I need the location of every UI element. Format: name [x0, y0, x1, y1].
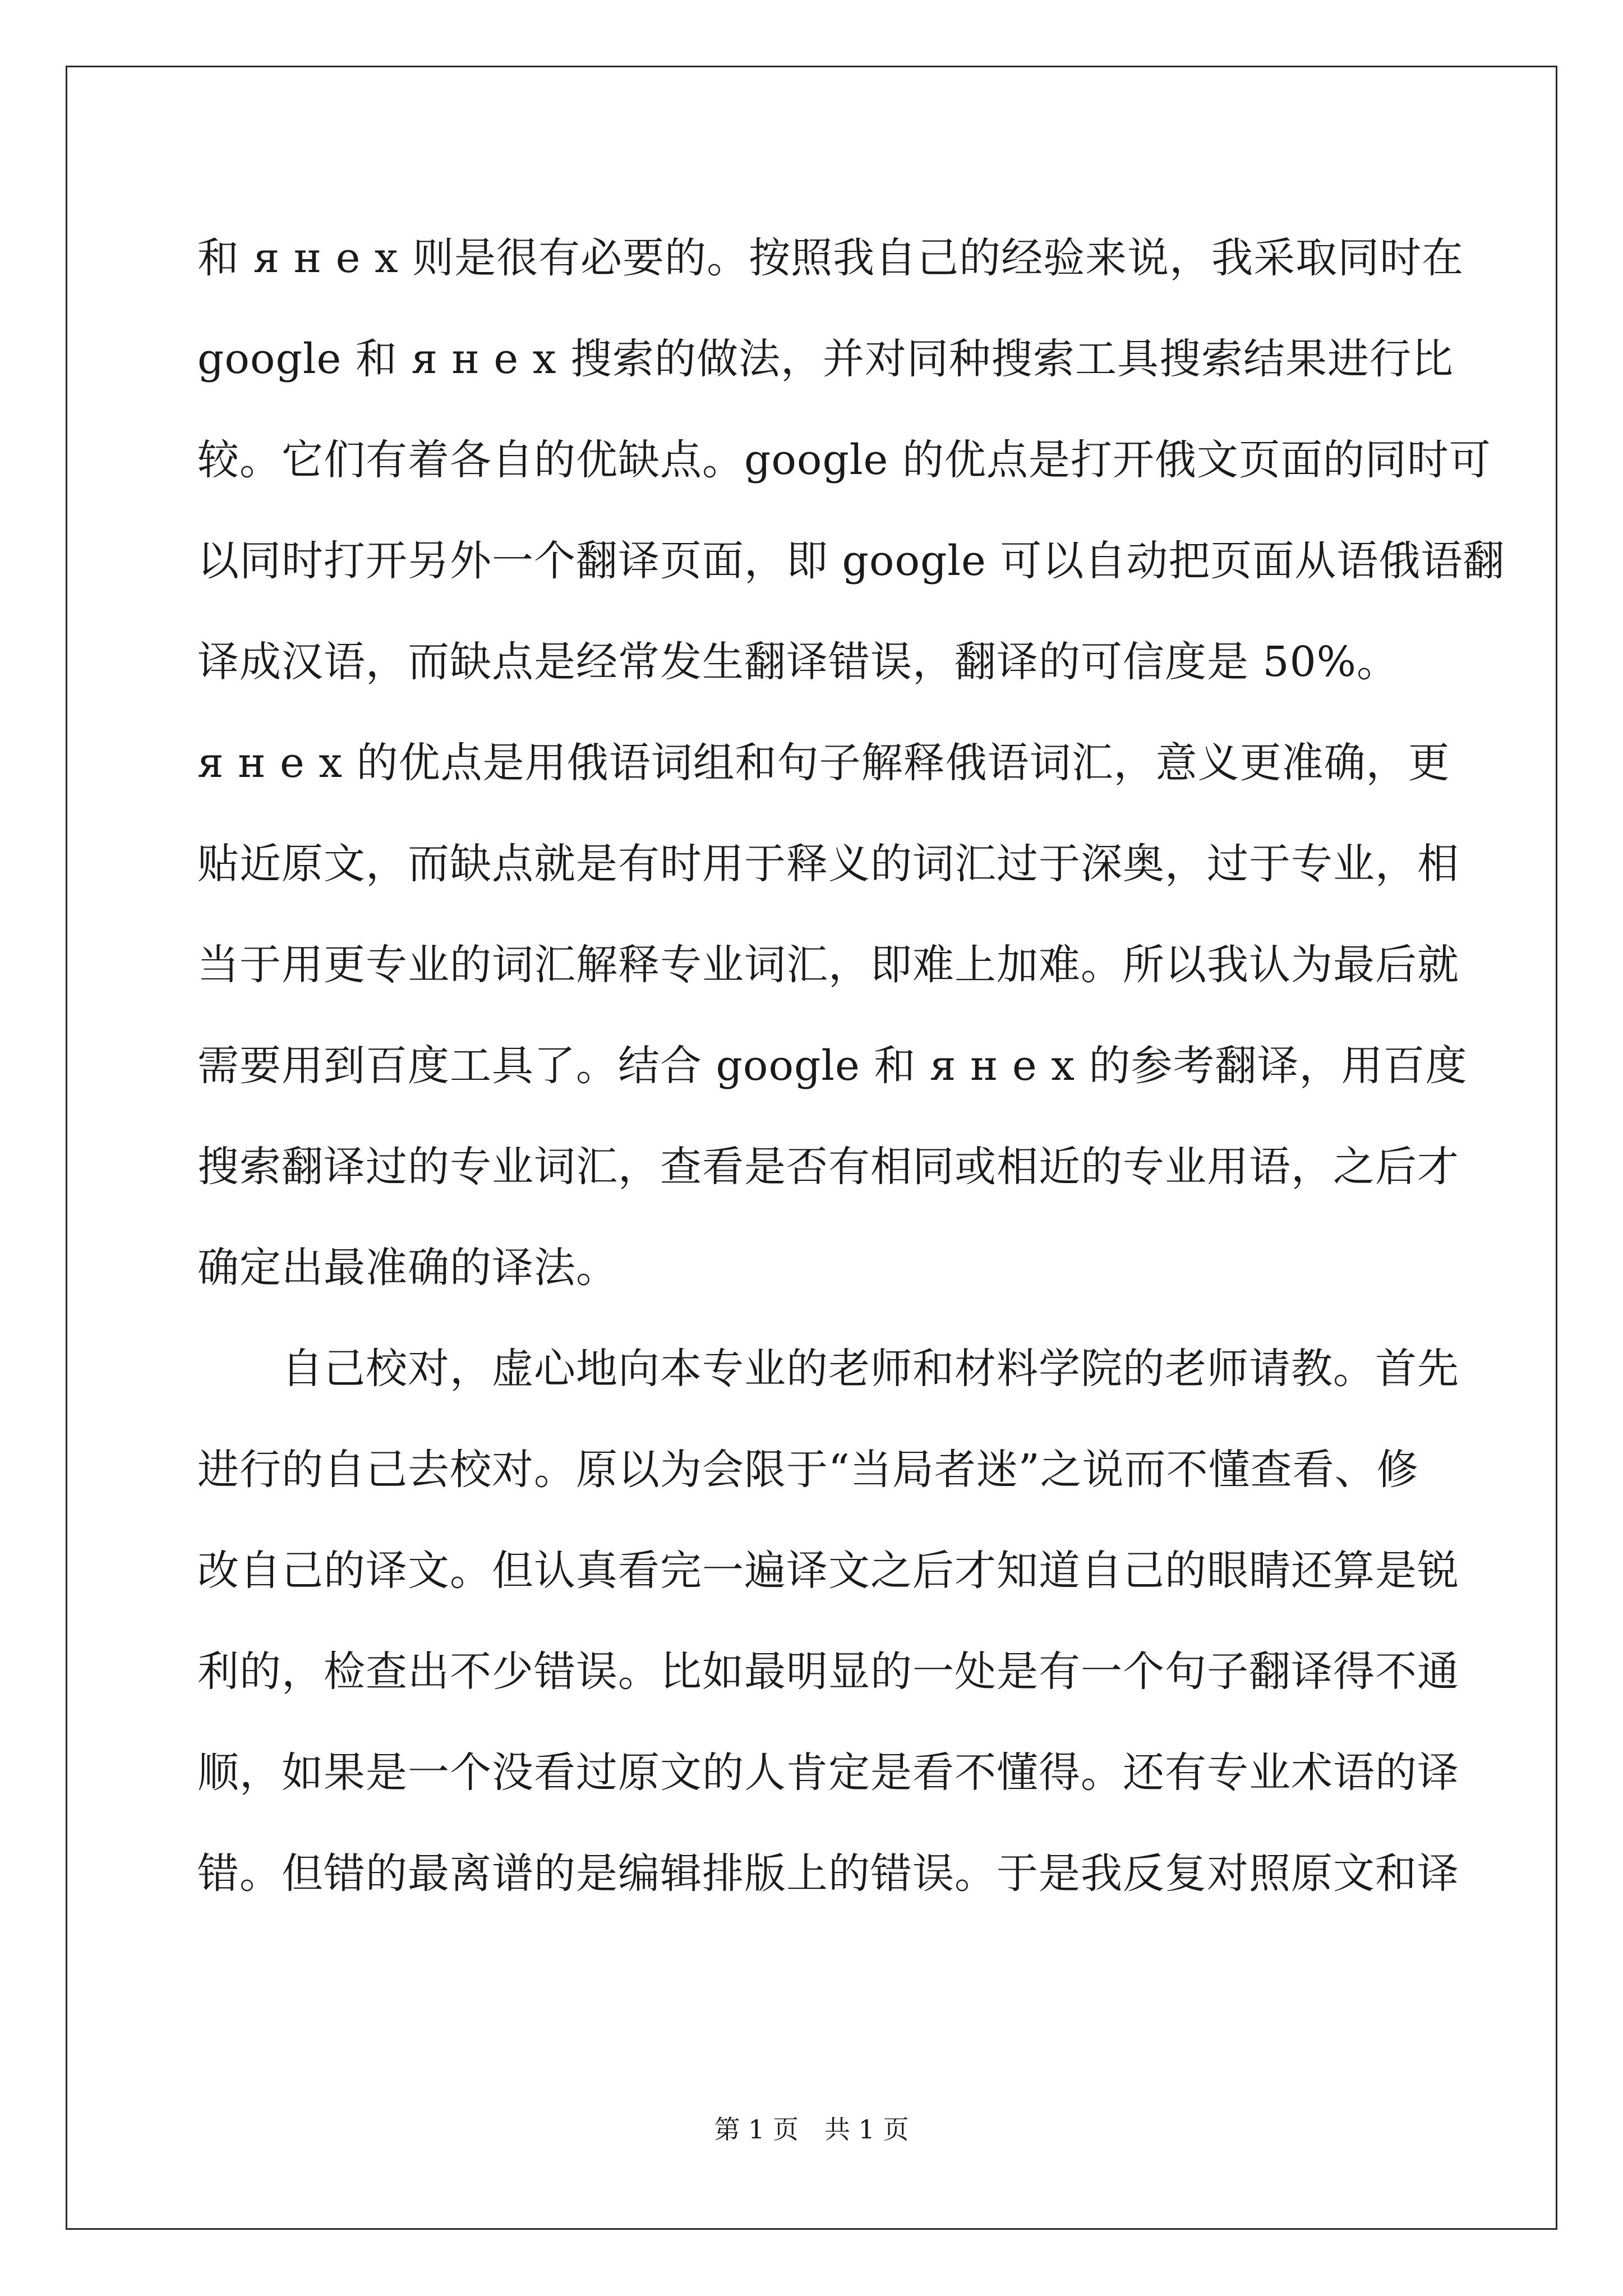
text-line: 利的，检查出不少错误。比如最明显的一处是有一个句子翻译得不通	[197, 1648, 1459, 1696]
text-line: 需要用到百度工具了。结合 google 和 я н е х 的参考翻译，用百度	[197, 1042, 1468, 1090]
document-body	[197, 208, 1505, 1924]
text-line: 搜索翻译过的专业词汇，查看是否有相同或相近的专业用语，之后才	[197, 1143, 1459, 1191]
text-line: 译成汉语，而缺点是经常发生翻译错误，翻译的可信度是 50%。	[197, 638, 1399, 686]
text-line: 改自己的译文。但认真看完一遍译文之后才知道自己的眼睛还算是锐	[197, 1547, 1459, 1595]
text-line: 进行的自己去校对。原以为会限于“当局者迷”之说而不懂查看、修	[197, 1446, 1419, 1494]
text-line: google 和 я н е х 搜索的做法，并对同种搜索工具搜索结果进行比	[197, 335, 1454, 383]
text-line: 错。但错的最离谱的是编辑排版上的错误。于是我反复对照原文和译	[197, 1849, 1459, 1898]
text-line: 确定出最准确的译法。	[197, 1244, 618, 1292]
paragraph-start-line: 自己校对，虚心地向本专业的老师和材料学院的老师请教。首先	[282, 1345, 1459, 1393]
text-line: 和 я н е х 则是很有必要的。按照我自己的经验来说，我采取同时在	[197, 234, 1464, 282]
text-line: 较。它们有着各自的优缺点。google 的优点是打开俄文页面的同时可	[197, 436, 1491, 484]
text-line: 顺，如果是一个没看过原文的人肯定是看不懂得。还有专业术语的译	[197, 1749, 1459, 1797]
text-line: 贴近原文，而缺点就是有时用于释义的词汇过于深奥，过于专业，相	[197, 840, 1459, 888]
text-line: 以同时打开另外一个翻译页面，即 google 可以自动把页面从语俄语翻	[197, 537, 1505, 585]
text-line: 当于用更专业的词汇解释专业词汇，即难上加难。所以我认为最后就	[197, 941, 1459, 989]
page-number-footer: 第 1 页 共 1 页	[714, 2114, 909, 2145]
text-line: я н е х 的优点是用俄语词组和句子解释俄语词汇，意义更准确，更	[197, 739, 1450, 787]
